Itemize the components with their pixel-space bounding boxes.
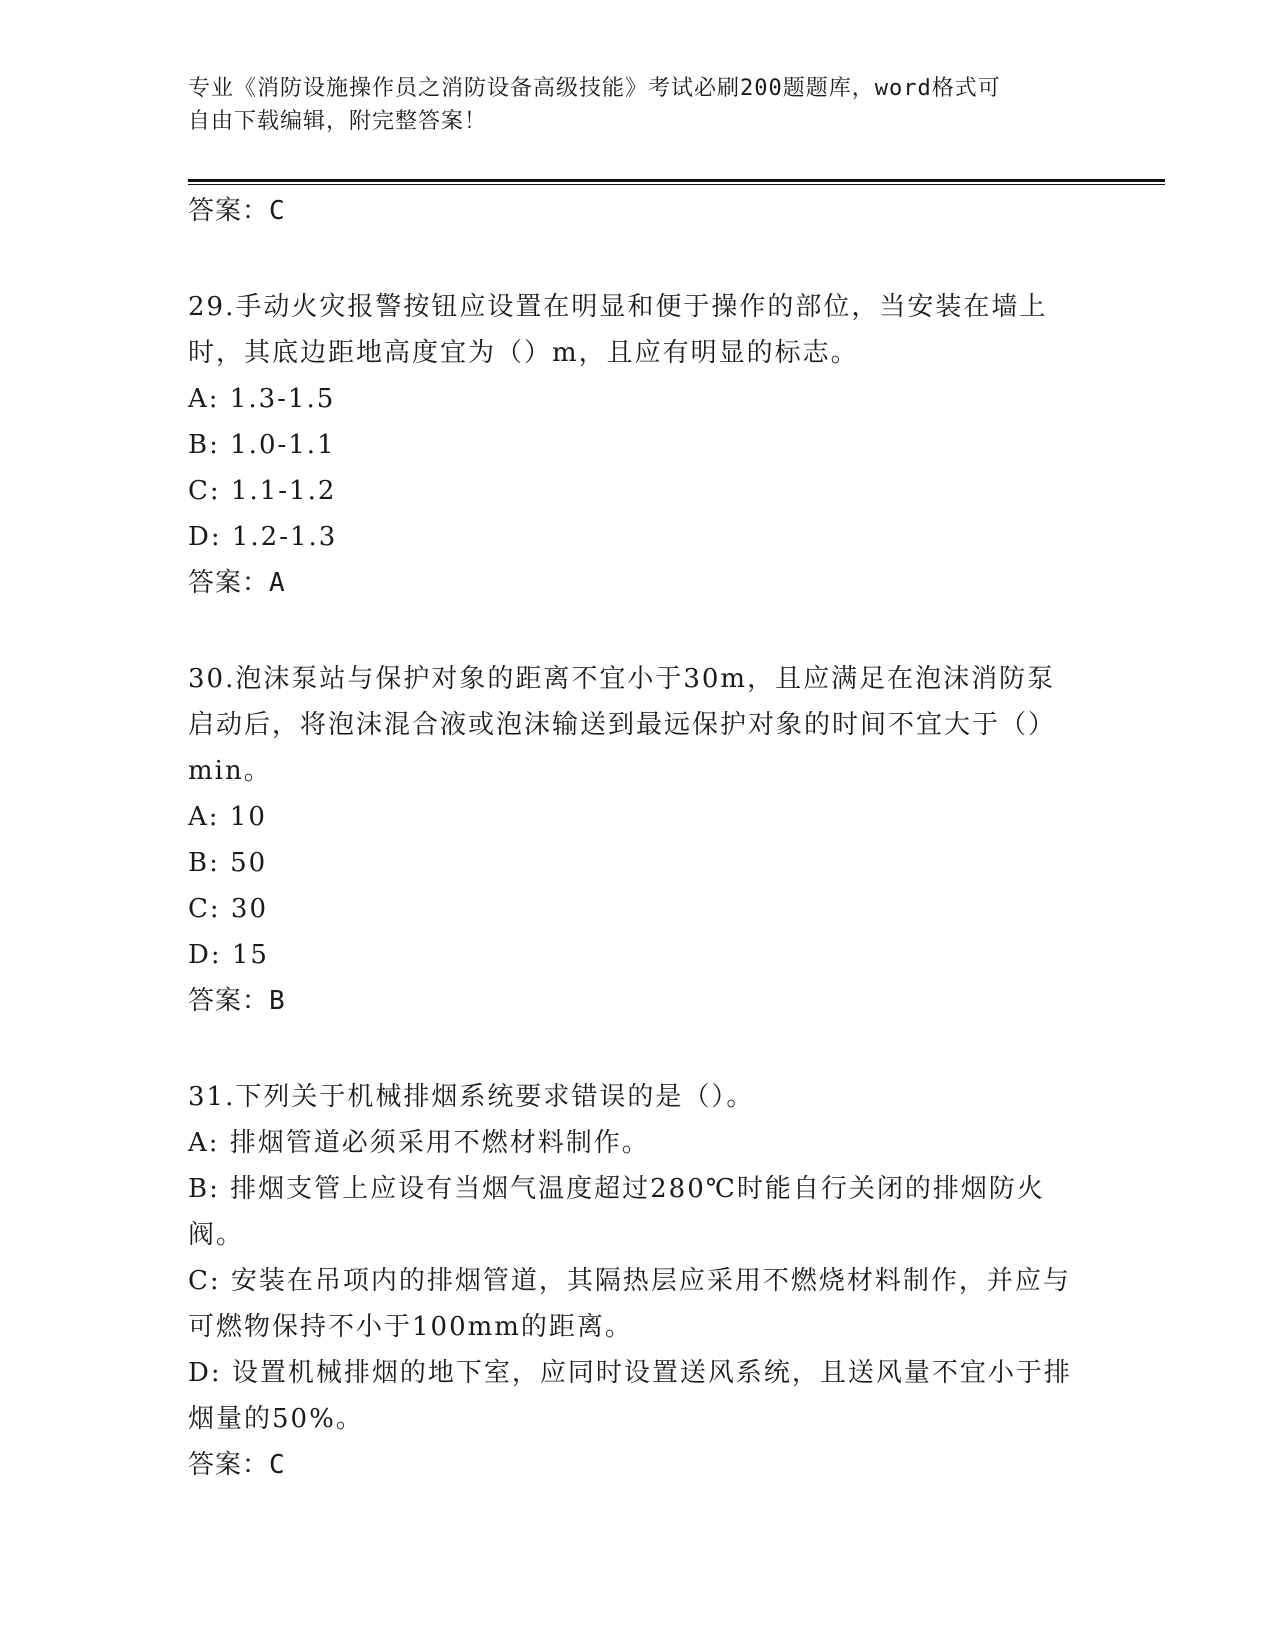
question-text: 30.泡沫泵站与保护对象的距离不宜小于30m，且应满足在泡沫消防泵启动后，将泡沫混合液或泡沫输送到最远保护对象的时间不宜大于（）min。 — [188, 664, 1057, 786]
header-line-2: 自由下载编辑，附完整答案！ — [188, 109, 488, 134]
option-b: B: 50 — [188, 848, 268, 878]
option-b: B: 排烟支管上应设有当烟气温度超过280℃时能自行关闭的排烟防火阀。 — [188, 1174, 1045, 1250]
question-text: 29.手动火灾报警按钮应设置在明显和便于操作的部位，当安装在墙上时，其底边距地高度宜为（）m，且应有明显的标志。 — [188, 292, 1048, 368]
option-a: A: 排烟管道必须采用不燃材料制作。 — [188, 1128, 650, 1158]
option-d: D: 1.2-1.3 — [188, 522, 338, 552]
option-a: A: 10 — [188, 802, 267, 832]
previous-answer: 答案：C — [188, 196, 286, 226]
header-line-1: 专业《消防设施操作员之消防设备高级技能》考试必刷200题题库，word格式可 — [188, 76, 1001, 101]
question-30 — [188, 656, 1078, 1024]
document-header — [188, 72, 1088, 138]
option-b: B: 1.0-1.1 — [188, 430, 336, 460]
header-rule-thick — [188, 179, 1165, 182]
option-d: D: 设置机械排烟的地下室，应同时设置送风系统，且送风量不宜小于排烟量的50%。 — [188, 1358, 1072, 1434]
question-answer: 答案：C — [188, 1450, 286, 1480]
question-31 — [188, 1074, 1078, 1488]
header-rule-thin — [188, 184, 1165, 185]
question-29 — [188, 284, 1078, 606]
question-answer: 答案：B — [188, 986, 286, 1016]
option-c: C: 1.1-1.2 — [188, 476, 337, 506]
question-text: 31.下列关于机械排烟系统要求错误的是（）。 — [188, 1082, 755, 1112]
option-a: A: 1.3-1.5 — [188, 384, 336, 414]
option-c: C: 安装在吊项内的排烟管道，其隔热层应采用不燃烧材料制作，并应与可燃物保持不小于100mm的距离。 — [188, 1266, 1071, 1342]
option-c: C: 30 — [188, 894, 269, 924]
option-d: D: 15 — [188, 940, 269, 970]
document-body — [188, 188, 1078, 1488]
question-answer: 答案：A — [188, 568, 286, 598]
